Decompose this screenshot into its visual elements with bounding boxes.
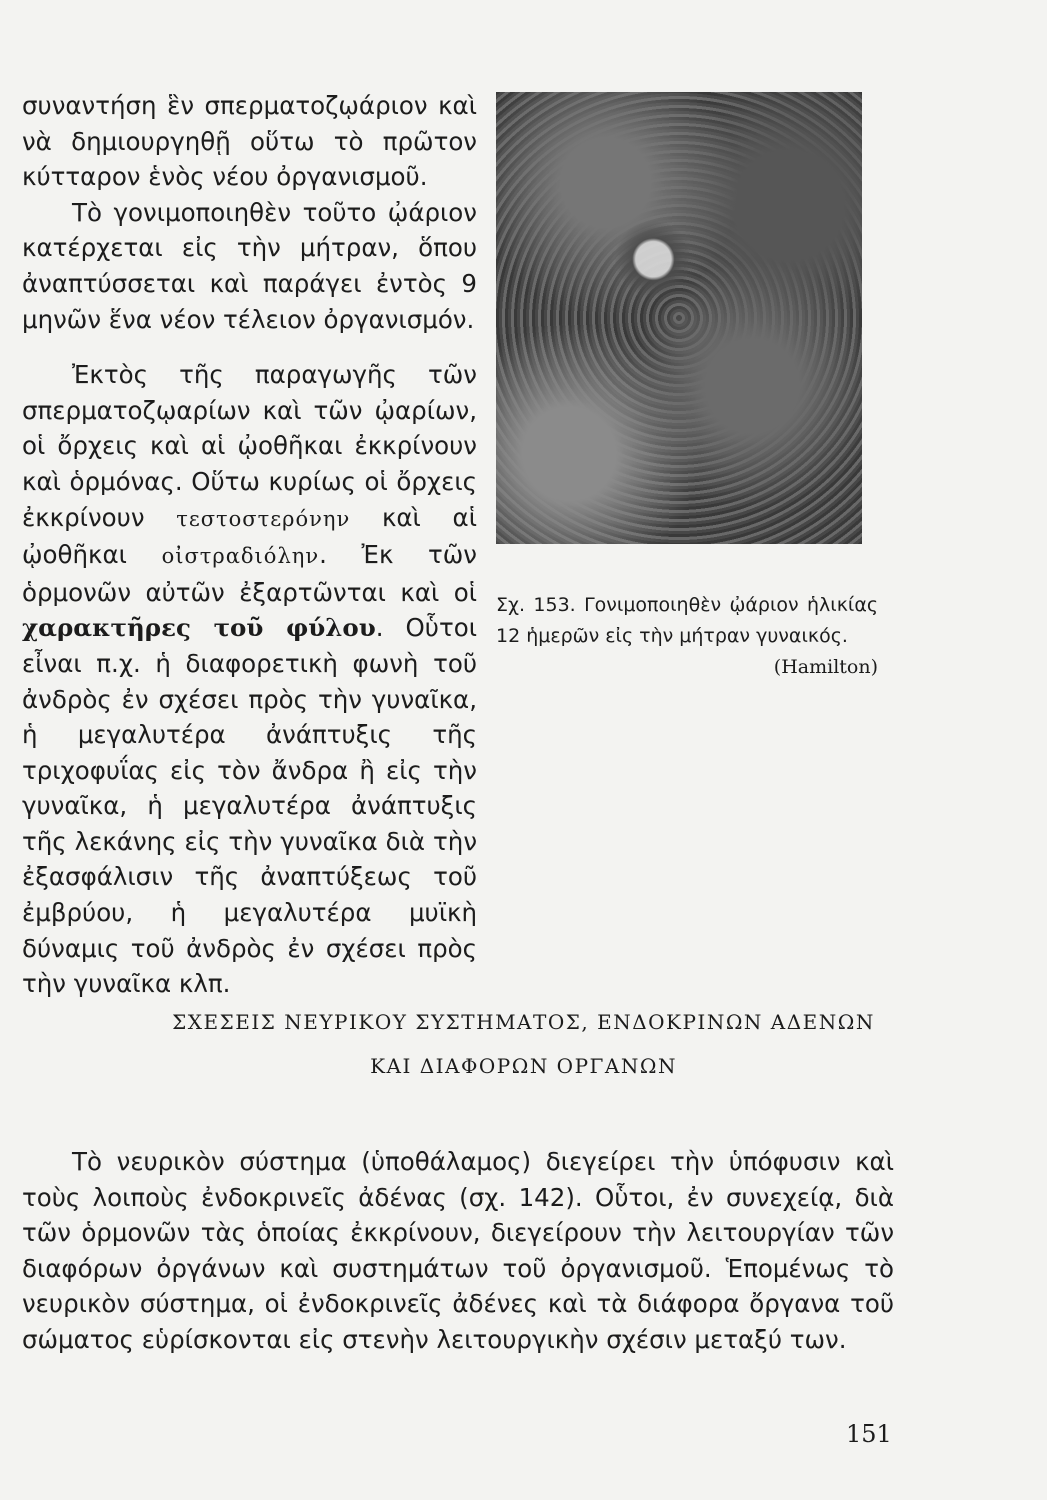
- hormones-text-a: Ἐκτὸς τῆς παραγωγῆς τῶν σπερματοζῳαρίων καὶ τῶν ᾠαρίων, οἱ ὄρχεις καὶ αἱ ᾠοθῆκαι ἐκκρίνουν καὶ ὁρμόνας. Οὕτω κυρίως οἱ ὄρχεις ἐκκρίνουν: [22, 360, 477, 532]
- section-heading-line1: ΣΧΕΣΕΙΣ ΝΕΥΡΙΚΟΥ ΣΥΣΤΗΜΑΤΟΣ, ΕΝΔΟΚΡΙΝΩΝ ΑΔΕΝΩΝ: [172, 1010, 875, 1034]
- term-sex-characters: χαρακτῆρες τοῦ φύλου: [22, 613, 376, 643]
- caption-credit: (Hamilton): [773, 656, 878, 678]
- hormones-text-b: καὶ αἱ ᾠοθῆκαι: [22, 502, 477, 570]
- section-body: [22, 1144, 894, 1358]
- hormones-text-c: . Ἐκ τῶν ὁρμονῶν αὐτῶν ἐξαρτῶνται καὶ οἱ: [22, 540, 477, 607]
- caption-text: Σχ. 153. Γονιμοποιηθὲν ᾠάριον ἡλικίας 12 ἡμερῶν εἰς τὴν μήτραν γυναικός.: [496, 594, 878, 647]
- page-number: 151: [846, 1420, 892, 1448]
- left-column-text: [22, 88, 477, 1002]
- paragraph-hormones: [22, 357, 477, 1002]
- fertilized-ovum-photo: [496, 92, 862, 544]
- term-estradiol: οἰστραδιόλην: [161, 544, 320, 569]
- section-heading-line2: ΚΑΙ ΔΙΑΦΟΡΩΝ ΟΡΓΑΝΩΝ: [370, 1054, 677, 1078]
- paragraph-continuation: συναντήση ἓν σπερματοζῳάριον καὶ νὰ δημιουργηθῇ οὕτω τὸ πρῶτον κύτταρον ἑνὸς νέου ὀργανισμοῦ.: [22, 91, 477, 192]
- section-paragraph: Τὸ νευρικὸν σύστημα (ὑποθάλαμος) διεγείρει τὴν ὑπόφυσιν καὶ τοὺς λοιποὺς ἐνδοκρινεῖς ἀδένας (σχ. 142). Οὗτοι, ἐν συνεχείᾳ, διὰ τῶν ὁρμονῶν τὰς ὁποίας ἐκκρίνουν, διεγείρουν τὴν λειτουργίαν τῶν διαφόρων ὀργάνων καὶ συστημάτων τοῦ ὀργανισμοῦ. Ἑπομένως τὸ νευρικὸν σύστημα, οἱ ἐνδοκρινεῖς ἀδένες καὶ τὰ διάφορα ὄργανα τοῦ σώματος εὑρίσκονται εἰς στενὴν λειτουργικὴν σχέσιν μεταξύ των.: [22, 1147, 894, 1354]
- figure-caption: [496, 590, 878, 683]
- hormones-text-d: . Οὗτοι εἶναι π.χ. ἡ διαφορετικὴ φωνὴ τοῦ ἀνδρὸς ἐν σχέσει πρὸς τὴν γυναῖκα, ἡ μεγαλυτέρα ἀνάπτυξις τῆς τριχοφυΐας εἰς τὸν ἄνδρα ἢ εἰς τὴν γυναῖκα, ἡ μεγαλυτέρα ἀνάπτυξις τῆς λεκάνης εἰς τὴν γυναῖκα διὰ τὴν ἐξασφάλισιν τῆς ἀναπτύξεως τοῦ ἐμβρύου, ἡ μεγαλυτέρα μυϊκὴ δύναμις τοῦ ἀνδρὸς ἐν σχέσει πρὸς τὴν γυναῖκα κλπ.: [22, 613, 477, 999]
- term-testosterone: τεστοστερόνην: [176, 506, 351, 531]
- paragraph-ovum: Τὸ γονιμοποιηθὲν τοῦτο ᾠάριον κατέρχεται εἰς τὴν μήτραν, ὅπου ἀναπτύσσεται καὶ παράγει ἐντὸς 9 μηνῶν ἕνα νέον τέλειον ὀργανισμόν.: [22, 197, 477, 334]
